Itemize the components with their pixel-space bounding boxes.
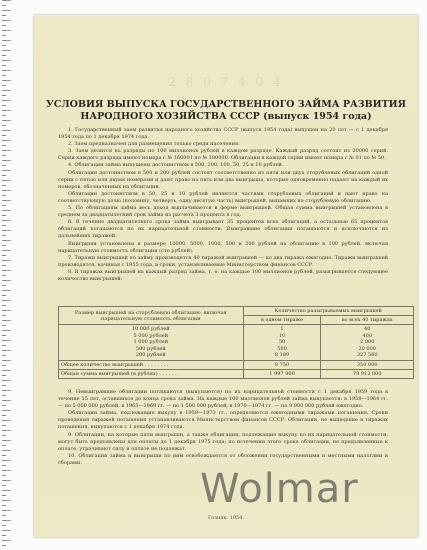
table-row (59, 325, 414, 361)
total-count-one: 8 750 (243, 360, 321, 369)
winnings-table (58, 306, 414, 379)
paragraph: 3. Заем делится на разряды по 100 миллионов рублей в каждом разряде. Каждый разряд состоит из 20000 серий. Серии каждого разряда имеют номера с № 160001 по № 180000. Облигации в каждой серии имеют номера с № 01 по № 50. (58, 148, 388, 162)
paragraph: 1. Государственный заем развития народного хозяйства СССР (выпуск 1954 года) выпущен на 20 лет — с 1 декабря 1954 года по 1 декабря 1974 года. (58, 127, 388, 141)
paragraph: 8. В тиражах выигрышей на каждый разряд займа, т. е. на каждые 100 миллионов рублей, разыгрывается следующее количество выигрышей: (58, 268, 388, 282)
total-count-all: 350 000 (321, 360, 414, 369)
paragraph: Облигации займа, подлежащие выкупу в 1959—1973 гг., определяются ежегодными тиражами погашения. Сроки проведения тиражей погашения устанавливаются Министерством финансов СССР. Облигации, не вышедшие в тиражах погашения, выкупаются с 1 декабря 1974 года. (58, 410, 388, 431)
paragraph: 2. Заем предназначен для размещения только среди населения. (68, 141, 240, 148)
paragraph: 6. В течение двадцатилетнего срока займа выигрывает 35 процентов всех облигаций, а остальные 65 процентов облигаций погашаются по их нарицательной стоимости. Выигравшие облигации погашаются и исключаются из дальнейших тиражей. (58, 219, 388, 240)
all-draws-cell (321, 325, 414, 361)
table-row-total-count (59, 360, 414, 369)
header-one-draw: в одном тираже (243, 316, 321, 325)
conditions-text (58, 127, 388, 283)
count-all: 327 560 (356, 352, 378, 359)
count-one: 10 (278, 332, 286, 339)
prize-size: 5 000 рублей (133, 332, 169, 339)
prize-size-cell (59, 325, 244, 361)
one-draw-cell (243, 325, 321, 361)
count-all: 40 (364, 326, 371, 332)
count-all: 20 000 (358, 345, 376, 352)
header-prize-size: Размер выигрышей на сторублевую облигацию, включая нарицательную стоимость облигации (59, 307, 244, 325)
title-line-1: УСЛОВИЯ ВЫПУСКА ГОСУДАРСТВЕННОГО ЗАЙМА РАЗВИТИЯ (46, 99, 406, 110)
count-one: 500 (277, 345, 287, 352)
total-count-label: Общее количество выигрышей . . . . . . . . (59, 360, 244, 369)
count-one: 50 (278, 339, 286, 346)
paragraph: 9. Невыигравшие облигации погашаются (выкупаются) по их нарицательной стоимости с 1 декабря 1959 года в течение 15 лет, оставшихся до конца срока займа. На каждые 100 миллионов рублей займа выкупается: в 1959—1964 гг. — по 5 000 000 рублей, в 1965—1969 гг. — по 1 500 000 рублей, в 1970—1974 гг. — по 9 900 000 рублей ежегодно. (58, 389, 388, 410)
prize-size: 200 рублей (135, 352, 166, 359)
paragraph: Облигации достоинством в 50, 25 и 10 рублей являются частями сторублевых облигаций и дают право на соответствующую долю (половину, четверть, одну десятую часть) выигрышей, выпавших на сторублевую облигацию. (58, 190, 388, 204)
table-row-total-sum (59, 369, 414, 378)
redemption-text (58, 389, 388, 467)
printer-note: Гознак. 1954. (208, 515, 244, 521)
paragraph: Облигации достоинством в 500 и 200 рублей состоят соответственно из пяти или двух сторублевых облигаций одной серии с пятью или двумя номерами и дают право на пять или два выигрыша, которые одновременно падают на каждый их номеров, обозначенных на облигации. (58, 169, 388, 190)
paragraph: 9. Облигации, на которые пали выигрыши, а также облигации, подлежащие выкупу по их нарицательной стоимости, могут быть предъявлены для оплаты до 1 декабря 1975 года; по истечении этого срока облигации, не предъявленные к оплате, утрачивают силу и оплате не подлежат. (58, 431, 388, 452)
prize-size: 10 000 рублей (131, 326, 170, 332)
total-sum-all: 79 912 000 (321, 369, 414, 378)
paragraph: 10. Облигации займа и выигрыши по ним освобождаются от обложения государственными и местными налогами и сборами. (58, 452, 388, 466)
faint-watermark-text: 2 8 0 7 4 0 4 (168, 75, 284, 89)
title-line-2: НАРОДНОГО ХОЗЯЙСТВА СССР (выпуск 1954 года) (80, 111, 372, 122)
paragraph: 4. Облигации займа выпущены достоинством в 500, 200, 100, 50, 25 и 10 рублей. (68, 162, 284, 169)
prize-size: 1 000 рублей (133, 339, 169, 346)
auction-watermark-logo: Wolmar (200, 466, 359, 512)
document-title (44, 99, 408, 123)
count-all: 400 (362, 332, 372, 339)
paragraph: 7. Тиражи выигрышей по займу производятся 40 тиражей выигрышей — по два тиража ежегодно. Тиражи выигрышей производятся, начиная с 1955 года, в сроки, устанавливаемые Министерством финансов СССР. (58, 254, 388, 268)
count-all: 2 000 (360, 339, 375, 346)
count-one: 1 (280, 326, 284, 332)
scale-ruler (2, 0, 11, 550)
header-count: Количество разыгрываемых выигрышей (243, 307, 413, 316)
paragraph: Выигрыши установлены в размере 10000, 5000, 1000, 500 и 200 рублей на облигацию в 100 рублей, включая нарицательную стоимость облигации (сто рублей). (58, 240, 388, 254)
prize-size: 500 рублей (135, 345, 166, 352)
count-one: 8 189 (274, 352, 290, 359)
total-sum-one: 1 997 800 (243, 369, 321, 378)
bond-reverse-sheet (34, 15, 418, 537)
total-sum-label: Общая сумма выигрышей (в рублях) . . . . . . (59, 369, 244, 378)
header-all-draws: во всех 40 тиражах (321, 316, 414, 325)
paragraph: 5. По облигациям займа весь доход выплачивается в форме выигрышей. Общая сумма выигрышей установлена в среднем за двадцатилетний срок займа из расчета 3 процента в год. (58, 205, 388, 219)
